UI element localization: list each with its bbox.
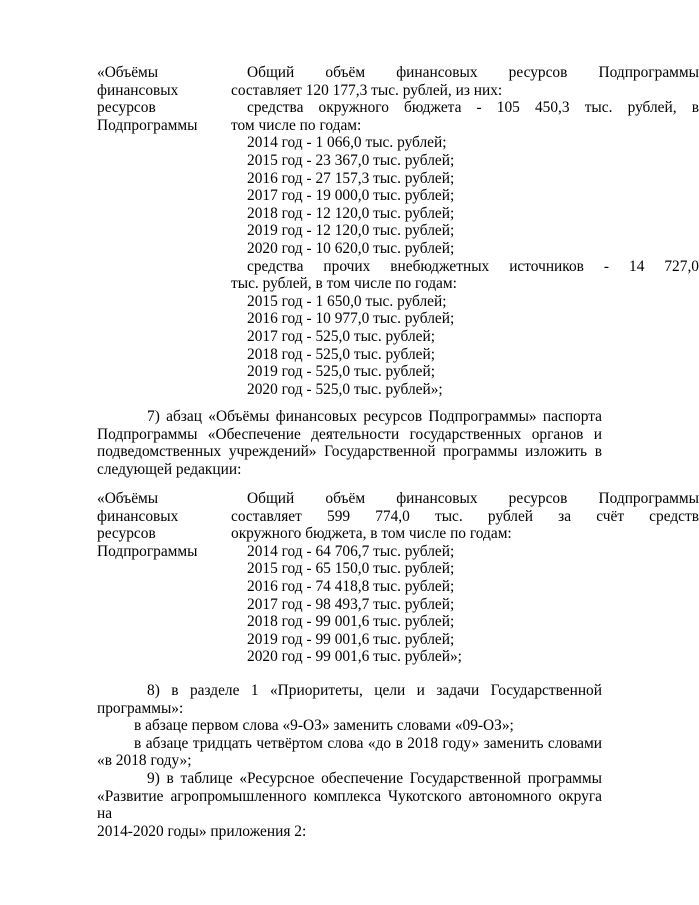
year-line: 2015 год - 65 150,0 тыс. рублей; (247, 560, 455, 578)
total-line: составляет 599 774,0 тыс. рублей за счёт средств (231, 507, 699, 525)
funding-block-1 (97, 64, 699, 398)
total-line: Общий объём финансовых ресурсов Подпрограммы (247, 490, 699, 507)
paragraph-8-item-1: в абзаце первом слова «9-ОЗ» заменить словами «09-ОЗ»; (134, 717, 514, 735)
year-line: 2014 год - 64 706,7 тыс. рублей; (247, 542, 455, 560)
paragraph-8-item-2: в абзаце тридцать четвёртом слова «до в 2018 году» заменить словами (134, 734, 602, 752)
district-line: средства окружного бюджета - 105 450,3 тыс. рублей, в (247, 99, 699, 117)
year-line: 2016 год - 74 418,8 тыс. рублей; (247, 577, 455, 595)
year-line: 2019 год - 99 001,6 тыс. рублей; (247, 630, 455, 648)
year-line: 2014 год - 1 066,0 тыс. рублей; (247, 134, 447, 152)
total-line: Общий объём финансовых ресурсов Подпрограммы (247, 64, 699, 81)
year-line: 2020 год - 99 001,6 тыс. рублей»; (247, 648, 462, 666)
other-sources-line: средства прочих внебюджетных источников - 14 727,0 (247, 257, 699, 275)
year-line: 2020 год - 525,0 тыс. рублей»; (247, 380, 443, 398)
total-line: окружного бюджета, в том числе по годам: (231, 525, 512, 543)
year-line: 2017 год - 525,0 тыс. рублей; (247, 327, 435, 345)
year-line: 2016 год - 10 977,0 тыс. рублей; (247, 310, 455, 328)
funding-label-2: «Объёмы финансовых ресурсов Подпрограммы (97, 490, 198, 560)
total-line: составляет 120 177,3 тыс. рублей, из них: (231, 81, 503, 99)
year-line: 2017 год - 19 000,0 тыс. рублей; (247, 187, 455, 205)
year-line: 2018 год - 525,0 тыс. рублей; (247, 345, 435, 363)
year-line: 2015 год - 23 367,0 тыс. рублей; (247, 151, 455, 169)
funding-content-1 (231, 64, 699, 398)
year-line: 2017 год - 98 493,7 тыс. рублей; (247, 595, 455, 613)
year-line: 2019 год - 525,0 тыс. рублей; (247, 363, 435, 381)
year-line: 2019 год - 12 120,0 тыс. рублей; (247, 222, 455, 240)
district-line: том числе по годам: (231, 116, 362, 134)
paragraph-7: 7) абзац «Объёмы финансовых ресурсов Подпрограммы» паспорта Подпрограммы «Обеспечение деятельности государственных органов и подведомственных учреждений» Государственной программы изложить в следующей редакции: (97, 408, 602, 478)
funding-block-2 (97, 490, 699, 666)
funding-content-2 (231, 490, 699, 666)
paragraph-8: 8) в разделе 1 «Приоритеты, цели и задачи Государственной программы»: в абзаце первом слова «9-ОЗ» заменить словами «09-ОЗ»; в абзаце тридцать четвёртом слова «до в 2018 году» заменить словами «в 2018 году»; (97, 682, 602, 770)
year-line: 2018 год - 99 001,6 тыс. рублей; (247, 613, 455, 631)
other-sources-line: тыс. рублей, в том числе по годам: (231, 275, 457, 293)
year-line: 2020 год - 10 620,0 тыс. рублей; (247, 239, 455, 257)
year-line: 2015 год - 1 650,0 тыс. рублей; (247, 292, 447, 310)
funding-label-1: «Объёмы финансовых ресурсов Подпрограммы (97, 64, 198, 134)
year-line: 2018 год - 12 120,0 тыс. рублей; (247, 204, 455, 222)
year-line: 2016 год - 27 157,3 тыс. рублей; (247, 169, 455, 187)
paragraph-9: 9) в таблице «Ресурсное обеспечение Государственной программы «Развитие агропромышленного комплекса Чукотского автономного округа на 2014-2020 годы» приложения 2: (97, 770, 602, 840)
